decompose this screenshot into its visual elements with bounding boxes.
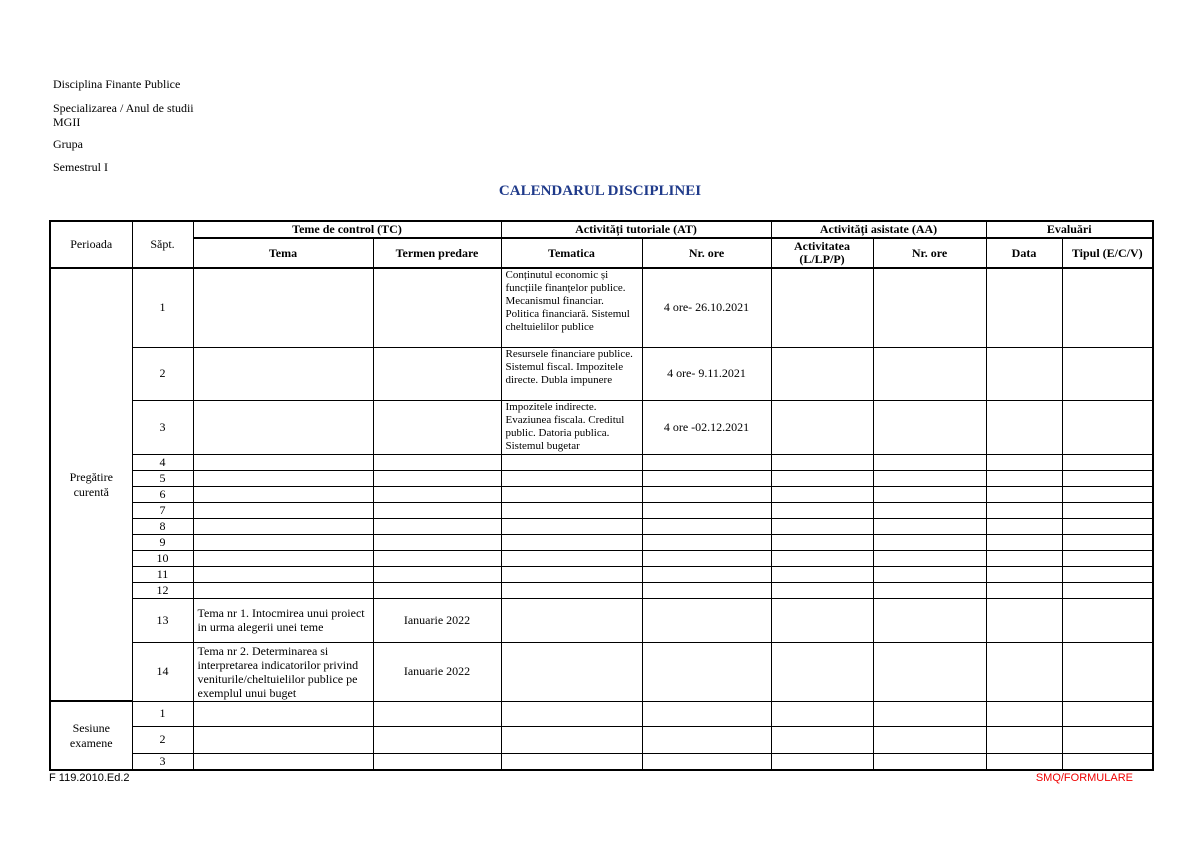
activitatea-cell: [771, 454, 873, 470]
termen-cell: [373, 566, 501, 582]
activitatea-cell: [771, 400, 873, 454]
table-row: [50, 642, 1153, 701]
tipul-cell: [1062, 470, 1153, 486]
header-nr-ore-at: Nr. ore: [642, 238, 771, 268]
table-row: [50, 550, 1153, 566]
tematica-cell: [501, 753, 642, 770]
table-row: [50, 470, 1153, 486]
activitatea-cell: [771, 268, 873, 347]
tematica-cell: [501, 726, 642, 753]
data-cell: [986, 534, 1062, 550]
nr-ore-at-cell: [642, 454, 771, 470]
table-row: [50, 268, 1153, 347]
semestrul-label: Semestrul I: [53, 160, 108, 174]
tema-cell: [193, 518, 373, 534]
tema-cell: [193, 486, 373, 502]
specializarea-value: MGII: [53, 115, 81, 129]
activitatea-cell: [771, 598, 873, 642]
tematica-cell: [501, 550, 642, 566]
sapt-cell: 3: [132, 753, 193, 770]
termen-cell: [373, 753, 501, 770]
header-tematica: Tematica: [501, 238, 642, 268]
nr-ore-at-cell: [642, 598, 771, 642]
nr-ore-aa-cell: [873, 518, 986, 534]
sapt-cell: 8: [132, 518, 193, 534]
data-cell: [986, 454, 1062, 470]
nr-ore-aa-cell: [873, 470, 986, 486]
sapt-cell: 11: [132, 566, 193, 582]
nr-ore-aa-cell: [873, 347, 986, 400]
sapt-cell: 3: [132, 400, 193, 454]
header-tipul: Tipul (E/C/V): [1062, 238, 1153, 268]
activitatea-cell: [771, 502, 873, 518]
footer-form-code: F 119.2010.Ed.2: [49, 772, 130, 784]
header-data: Data: [986, 238, 1062, 268]
tipul-cell: [1062, 701, 1153, 726]
nr-ore-aa-cell: [873, 502, 986, 518]
data-cell: [986, 582, 1062, 598]
activitatea-cell: [771, 347, 873, 400]
nr-ore-aa-cell: [873, 268, 986, 347]
tema-cell: [193, 268, 373, 347]
tematica-cell: [501, 582, 642, 598]
activitatea-cell: [771, 550, 873, 566]
tema-cell: [193, 400, 373, 454]
data-cell: [986, 726, 1062, 753]
tipul-cell: [1062, 642, 1153, 701]
data-cell: [986, 347, 1062, 400]
tipul-cell: [1062, 268, 1153, 347]
termen-cell: [373, 454, 501, 470]
table-row: [50, 582, 1153, 598]
table-row: [50, 753, 1153, 770]
table-row: [50, 598, 1153, 642]
nr-ore-at-cell: [642, 566, 771, 582]
table-row: [50, 486, 1153, 502]
activitatea-cell: [771, 470, 873, 486]
header-teme-control: Teme de control (TC): [193, 221, 501, 238]
tematica-cell: [501, 566, 642, 582]
tipul-cell: [1062, 502, 1153, 518]
termen-cell: [373, 486, 501, 502]
tematica-cell: [501, 642, 642, 701]
termen-cell: [373, 582, 501, 598]
termen-cell: [373, 701, 501, 726]
termen-cell: [373, 518, 501, 534]
specializarea-label: Specializarea / Anul de studii: [53, 101, 194, 115]
nr-ore-aa-cell: [873, 454, 986, 470]
nr-ore-aa-cell: [873, 598, 986, 642]
data-cell: [986, 701, 1062, 726]
header-evaluari: Evaluări: [986, 221, 1153, 238]
sapt-cell: 1: [132, 701, 193, 726]
tematica-cell: [501, 470, 642, 486]
nr-ore-at-cell: [642, 642, 771, 701]
data-cell: [986, 470, 1062, 486]
termen-cell: Ianuarie 2022: [373, 598, 501, 642]
tema-cell: [193, 566, 373, 582]
termen-cell: [373, 502, 501, 518]
header-nr-ore-aa: Nr. ore: [873, 238, 986, 268]
activitatea-cell: [771, 701, 873, 726]
nr-ore-at-cell: 4 ore- 26.10.2021: [642, 268, 771, 347]
sapt-cell: 2: [132, 726, 193, 753]
nr-ore-aa-cell: [873, 486, 986, 502]
nr-ore-aa-cell: [873, 726, 986, 753]
tema-cell: [193, 582, 373, 598]
nr-ore-aa-cell: [873, 550, 986, 566]
data-cell: [986, 550, 1062, 566]
termen-cell: [373, 470, 501, 486]
tematica-cell: [501, 701, 642, 726]
activitatea-cell: [771, 753, 873, 770]
data-cell: [986, 502, 1062, 518]
nr-ore-at-cell: [642, 518, 771, 534]
data-cell: [986, 566, 1062, 582]
table-row: [50, 347, 1153, 400]
nr-ore-at-cell: [642, 701, 771, 726]
tema-cell: [193, 550, 373, 566]
termen-cell: [373, 347, 501, 400]
footer-smq: SMQ/FORMULARE: [1035, 772, 1133, 784]
activitatea-cell: [771, 566, 873, 582]
tematica-cell: Resursele financiare publice. Sistemul fiscal. Impozitele directe. Dubla impunere: [501, 347, 642, 400]
nr-ore-at-cell: [642, 534, 771, 550]
tematica-cell: [501, 518, 642, 534]
nr-ore-aa-cell: [873, 701, 986, 726]
nr-ore-aa-cell: [873, 566, 986, 582]
sapt-cell: 13: [132, 598, 193, 642]
table-row: [50, 454, 1153, 470]
sapt-cell: 4: [132, 454, 193, 470]
activitatea-cell: [771, 582, 873, 598]
tipul-cell: [1062, 566, 1153, 582]
tipul-cell: [1062, 726, 1153, 753]
header-perioada: Perioada: [50, 221, 132, 268]
header-activitati-asistate: Activități asistate (AA): [771, 221, 986, 238]
header-sapt: Săpt.: [132, 221, 193, 268]
data-cell: [986, 400, 1062, 454]
tipul-cell: [1062, 598, 1153, 642]
nr-ore-at-cell: 4 ore- 9.11.2021: [642, 347, 771, 400]
table-row: [50, 534, 1153, 550]
table-row: [50, 701, 1153, 726]
header-tema: Tema: [193, 238, 373, 268]
page-title: CALENDARUL DISCIPLINEI: [498, 183, 702, 199]
disciplina-label: Disciplina Finante Publice: [53, 77, 181, 91]
nr-ore-at-cell: [642, 470, 771, 486]
termen-cell: [373, 550, 501, 566]
tipul-cell: [1062, 550, 1153, 566]
group-pregatire-curenta: Pregătire curentă: [50, 268, 132, 701]
tema-cell: [193, 726, 373, 753]
nr-ore-at-cell: [642, 550, 771, 566]
sapt-cell: 10: [132, 550, 193, 566]
table-row: [50, 518, 1153, 534]
nr-ore-at-cell: [642, 726, 771, 753]
tema-cell: Tema nr 1. Intocmirea unui proiect in urma alegerii unei teme: [193, 598, 373, 642]
data-cell: [986, 518, 1062, 534]
tema-cell: [193, 701, 373, 726]
header-activitatea: Activitatea (L/LP/P): [771, 238, 873, 268]
sapt-cell: 9: [132, 534, 193, 550]
data-cell: [986, 486, 1062, 502]
data-cell: [986, 268, 1062, 347]
sapt-cell: 14: [132, 642, 193, 701]
calendar-table: [49, 220, 1154, 771]
nr-ore-aa-cell: [873, 582, 986, 598]
nr-ore-at-cell: [642, 486, 771, 502]
tema-cell: [193, 534, 373, 550]
tema-cell: [193, 454, 373, 470]
tematica-cell: [501, 486, 642, 502]
tematica-cell: [501, 534, 642, 550]
sapt-cell: 12: [132, 582, 193, 598]
sapt-cell: 7: [132, 502, 193, 518]
table-row: [50, 502, 1153, 518]
nr-ore-at-cell: [642, 582, 771, 598]
nr-ore-aa-cell: [873, 753, 986, 770]
activitatea-cell: [771, 642, 873, 701]
data-cell: [986, 642, 1062, 701]
tipul-cell: [1062, 753, 1153, 770]
nr-ore-at-cell: 4 ore -02.12.2021: [642, 400, 771, 454]
tematica-cell: [501, 454, 642, 470]
tematica-cell: [501, 598, 642, 642]
table-row: [50, 400, 1153, 454]
termen-cell: [373, 400, 501, 454]
termen-cell: [373, 726, 501, 753]
tema-cell: [193, 470, 373, 486]
nr-ore-at-cell: [642, 502, 771, 518]
sapt-cell: 5: [132, 470, 193, 486]
nr-ore-at-cell: [642, 753, 771, 770]
tematica-cell: Impozitele indirecte. Evaziunea fiscala. Creditul public. Datoria publica. Sistemul bugetar: [501, 400, 642, 454]
sapt-cell: 1: [132, 268, 193, 347]
grupa-label: Grupa: [53, 137, 83, 151]
data-cell: [986, 753, 1062, 770]
activitatea-cell: [771, 726, 873, 753]
table-row: [50, 726, 1153, 753]
nr-ore-aa-cell: [873, 400, 986, 454]
termen-cell: [373, 268, 501, 347]
tipul-cell: [1062, 347, 1153, 400]
header-termen: Termen predare: [373, 238, 501, 268]
tema-cell: [193, 347, 373, 400]
group-sesiune-examene: Sesiune examene: [50, 701, 132, 770]
tematica-cell: [501, 502, 642, 518]
tipul-cell: [1062, 582, 1153, 598]
tematica-cell: Conținutul economic și funcțiile finanțelor publice. Mecanismul financiar. Politica financiară. Sistemul cheltuielilor publice: [501, 268, 642, 347]
tipul-cell: [1062, 486, 1153, 502]
data-cell: [986, 598, 1062, 642]
sapt-cell: 2: [132, 347, 193, 400]
activitatea-cell: [771, 518, 873, 534]
tipul-cell: [1062, 400, 1153, 454]
termen-cell: Ianuarie 2022: [373, 642, 501, 701]
activitatea-cell: [771, 486, 873, 502]
nr-ore-aa-cell: [873, 642, 986, 701]
tema-cell: [193, 753, 373, 770]
sapt-cell: 6: [132, 486, 193, 502]
tipul-cell: [1062, 518, 1153, 534]
nr-ore-aa-cell: [873, 534, 986, 550]
activitatea-cell: [771, 534, 873, 550]
table-row: [50, 566, 1153, 582]
termen-cell: [373, 534, 501, 550]
tema-cell: [193, 502, 373, 518]
tema-cell: Tema nr 2. Determinarea si interpretarea indicatorilor privind veniturile/cheltuielilor publice pe exemplul unui buget: [193, 642, 373, 701]
tipul-cell: [1062, 454, 1153, 470]
tipul-cell: [1062, 534, 1153, 550]
header-activitati-tutoriale: Activități tutoriale (AT): [501, 221, 771, 238]
